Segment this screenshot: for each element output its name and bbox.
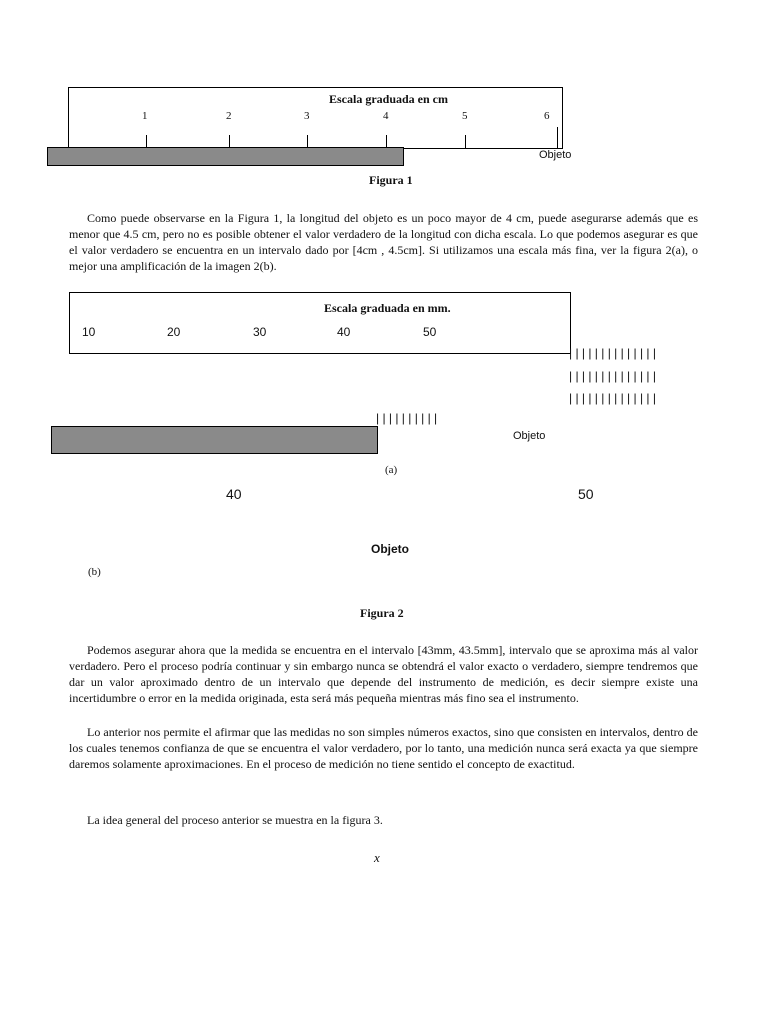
figure1-object-label: Objeto bbox=[539, 149, 572, 161]
figure2-sublabel-a: (a) bbox=[385, 464, 398, 476]
figure2-object-label-a: Objeto bbox=[513, 430, 546, 442]
paragraph-2: Podemos asegurar ahora que la medida se encuentra en el intervalo [43mm, 43.5mm], intervalo que se aproxima más al valor verdadero. Pero el proceso podría continuar y sin embargo nunca se obtendrá el valor exacto o verdadero, siempre tendremos que dar un valor aproximado dentro de un intervalo que depende del instrumento de medición, es decir siempre existe una incertidumbre o error en la medida originada, esta será más pequeña mientras más fino sea el instrumento. bbox=[69, 643, 698, 705]
variable-x: x bbox=[374, 850, 380, 865]
figure1-number-6: 6 bbox=[544, 110, 550, 122]
figure2-number-10: 10 bbox=[82, 325, 96, 339]
paragraph-1: Como puede observarse en la Figura 1, la longitud del objeto es un poco mayor de 4 cm, puede asegurarse además que es menor que 4.5 cm, pero no es posible obtener el valor verdadero de la longitud con dicha escala. Lo que podemos asegurar es que el valor verdadero se encuentra en un intervalo dado por [4cm , 4.5cm]. Si utilizamos una escala más fina, ver la figura 2(a), o mejor una amplificación de la imagen 2(b). bbox=[69, 211, 698, 273]
figure2-number-40: 40 bbox=[337, 325, 351, 339]
figure1-object-bar bbox=[47, 147, 404, 166]
figure2-object-bar bbox=[51, 426, 378, 454]
figure2-number-20: 20 bbox=[167, 325, 181, 339]
figure2-sublabel-b: (b) bbox=[88, 566, 101, 578]
figure1-scale-title: Escala graduada en cm bbox=[329, 92, 449, 106]
paragraph-4: La idea general del proceso anterior se muestra en la figura 3. bbox=[87, 813, 383, 827]
figure1-number-4: 4 bbox=[383, 110, 389, 122]
figure1-number-5: 5 bbox=[462, 110, 468, 122]
paragraph-3: Lo anterior nos permite el afirmar que las medidas no son simples números exactos, sino que consisten en intervalos, dentro de los cuales tenemos confianza de que se encuentra el valor verdadero, por lo tanto, una medición nunca será exacta ya que siempre daremos solamente aproximaciones. En el proceso de medición no tiene sentido el concepto de exactitud. bbox=[69, 725, 698, 771]
figure2-magnified-40: 40 bbox=[226, 486, 242, 502]
figure1-tick bbox=[557, 127, 558, 148]
figure2-ruler-frame bbox=[69, 292, 571, 354]
figure2-tick-row-3: | | | | | | | | | | | | | | bbox=[569, 391, 656, 405]
figure2-caption: Figura 2 bbox=[360, 606, 404, 620]
figure2-tick-row-4: | | | | | | | | | | bbox=[376, 411, 438, 425]
figure2-magnified-50: 50 bbox=[578, 486, 594, 502]
figure2-object-label-b: Objeto bbox=[371, 542, 409, 556]
figure1-tick bbox=[465, 135, 466, 148]
figure1-number-1: 1 bbox=[142, 110, 148, 122]
figure2-number-30: 30 bbox=[253, 325, 267, 339]
figure2-scale-title: Escala graduada en mm. bbox=[324, 301, 451, 315]
figure2-number-50: 50 bbox=[423, 325, 437, 339]
figure2-tick-row-2: | | | | | | | | | | | | | | bbox=[569, 369, 656, 383]
figure1-number-2: 2 bbox=[226, 110, 232, 122]
figure1-number-3: 3 bbox=[304, 110, 310, 122]
figure2-tick-row-1: | | | | | | | | | | | | | | bbox=[569, 346, 656, 360]
figure1-caption: Figura 1 bbox=[369, 173, 413, 187]
